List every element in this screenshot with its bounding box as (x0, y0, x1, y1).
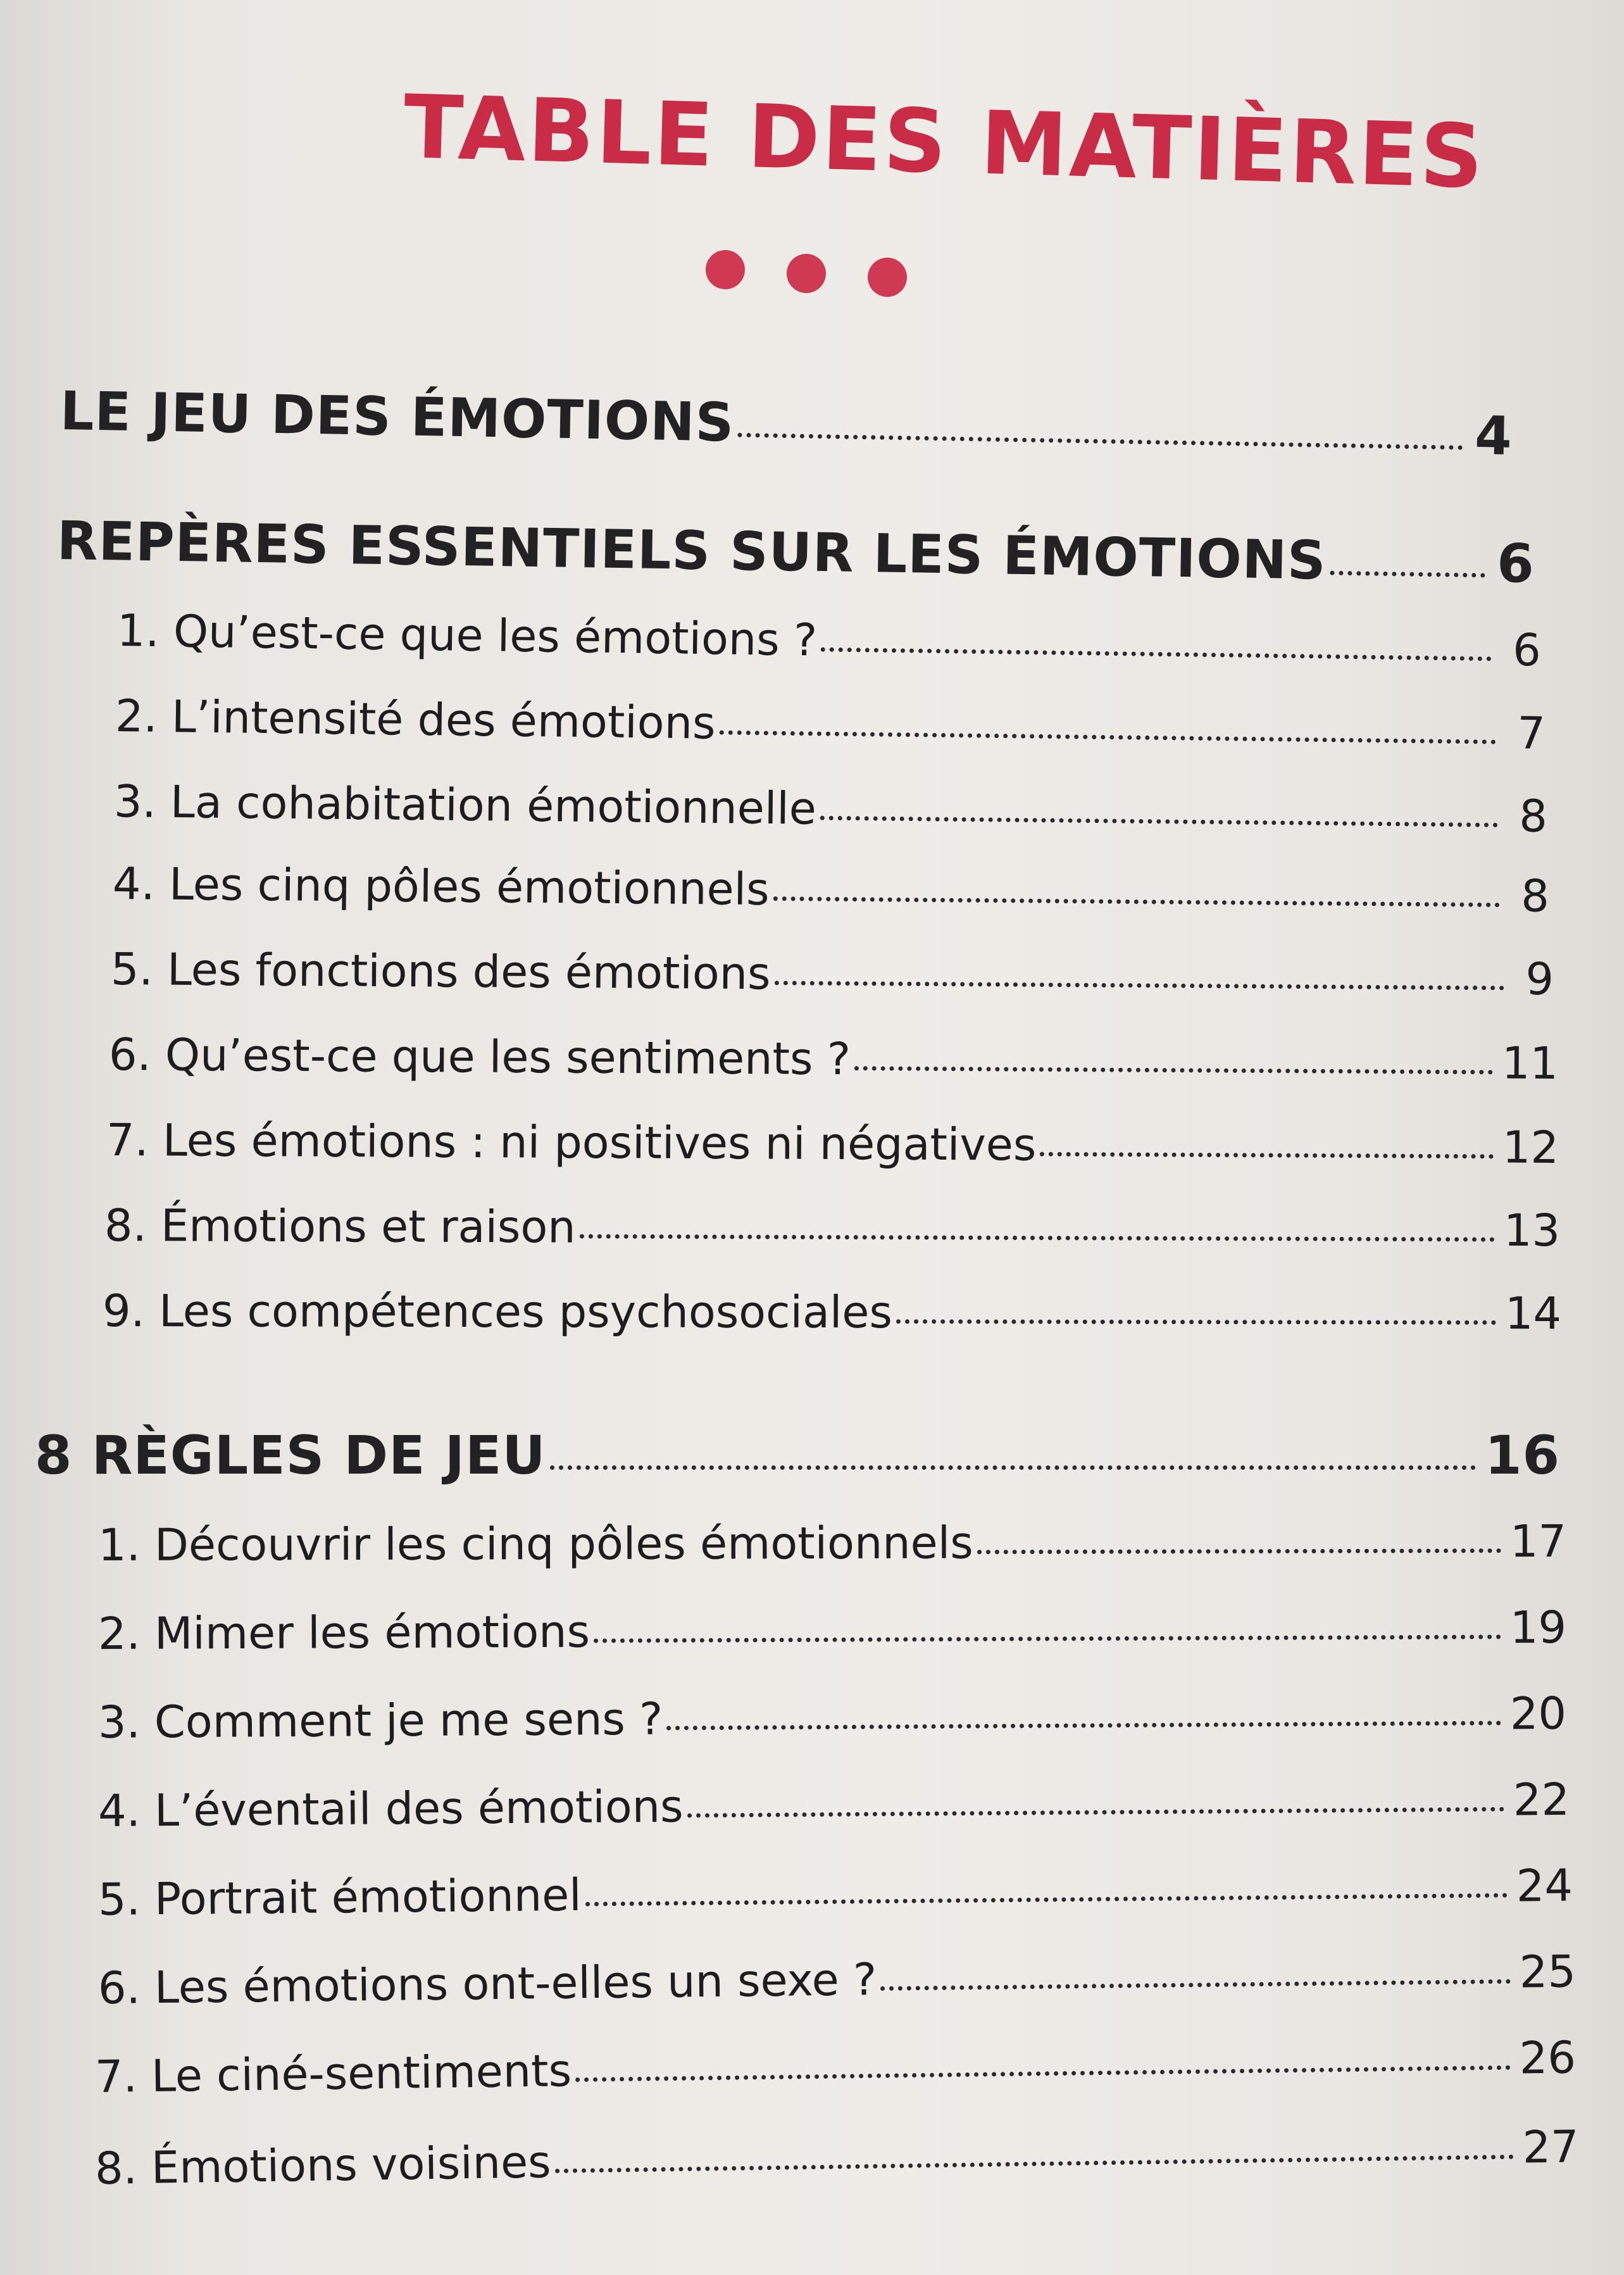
toc-item-label: 7. Le ciné-sentiments (94, 2045, 572, 2103)
toc-page-number: 22 (1513, 1773, 1570, 1826)
toc-item-label: 5. Les fonctions des émotions (110, 943, 771, 1000)
toc-item-entry[interactable] (104, 1200, 1560, 1257)
page-title: TABLE DES MATIÈRES (402, 76, 1487, 208)
toc-item-label: 6. Qu’est-ce que les sentiments ? (108, 1029, 851, 1086)
toc-page-number: 14 (1504, 1287, 1562, 1340)
toc-page-number: 20 (1509, 1687, 1567, 1740)
toc-item-label: 8. Émotions et raison (104, 1200, 576, 1253)
dot-leader (977, 1548, 1501, 1554)
dot-leader (738, 433, 1463, 450)
dot-leader (821, 648, 1492, 661)
dot-leader (555, 2155, 1514, 2173)
toc-page-number: 26 (1519, 2031, 1577, 2084)
toc-item-entry[interactable] (98, 1688, 1566, 1748)
dot-leader (1040, 1152, 1494, 1159)
toc-page-number: 8 (1521, 870, 1550, 922)
toc-page-number: 12 (1502, 1121, 1559, 1174)
toc-page-number: 16 (1485, 1424, 1560, 1486)
dot-leader (773, 896, 1499, 907)
toc-section-entry[interactable] (59, 380, 1513, 467)
toc-item-label: 6. Les émotions ont-elles un sexe ? (97, 1953, 877, 2014)
toc-item-entry[interactable] (115, 690, 1546, 760)
toc-section-label: REPÈRES ESSENTIELS SUR LES ÉMOTIONS (56, 510, 1327, 592)
dot-leader (575, 2065, 1511, 2082)
toc-item-label: 3. Comment je me sens ? (97, 1693, 663, 1748)
dot-leader (896, 1319, 1496, 1325)
toc-page-number: 6 (1512, 624, 1542, 677)
toc-page-number: 25 (1519, 1945, 1577, 1998)
dot-leader (880, 1979, 1511, 1991)
dot-leader (580, 1234, 1495, 1242)
toc-item-label: 1. Qu’est-ce que les émotions ? (116, 605, 818, 667)
toc-page-number: 17 (1509, 1515, 1567, 1568)
dot-leader (820, 816, 1498, 827)
toc-item-entry[interactable] (113, 858, 1550, 922)
toc-section-entry[interactable] (56, 510, 1535, 595)
toc-item-label: 7. Les émotions : ni positives ni négatives (106, 1114, 1037, 1171)
toc-page-number: 27 (1522, 2121, 1580, 2174)
toc-page-number: 6 (1496, 532, 1535, 595)
toc-item-entry[interactable] (109, 1029, 1558, 1089)
dot-leader (550, 1465, 1477, 1470)
toc-section-label: 8 RÈGLES DE JEU (35, 1424, 546, 1486)
dot-leader (774, 981, 1504, 990)
toc-section-entry[interactable] (35, 1424, 1560, 1486)
dot-leader (594, 1634, 1501, 1643)
toc-page-number: 13 (1503, 1204, 1561, 1257)
toc-page-number: 4 (1474, 404, 1513, 468)
toc-item-label: 3. La cohabitation émotionnelle (113, 775, 817, 835)
toc-item-entry[interactable] (94, 2031, 1576, 2103)
dot-leader (854, 1066, 1493, 1074)
toc-item-label: 4. Les cinq pôles émotionnels (112, 858, 770, 916)
dot-leader (687, 1807, 1504, 1818)
toc-page-number: 11 (1501, 1037, 1559, 1089)
dot-leader (666, 1720, 1501, 1730)
toc-item-entry[interactable] (111, 943, 1554, 1005)
toc-page-number: 24 (1516, 1859, 1573, 1912)
toc-item-label: 5. Portrait émotionnel (97, 1869, 582, 1926)
toc-item-entry[interactable] (98, 1774, 1570, 1837)
toc-item-label: 1. Découvrir les cinq pôles émotionnels (97, 1517, 973, 1571)
dot-leader (719, 730, 1496, 744)
toc-item-entry[interactable] (98, 1601, 1566, 1660)
toc-item-label: 9. Les compétences psychosociales (102, 1285, 892, 1339)
toc-item-label: 2. Mimer les émotions (97, 1605, 590, 1660)
toc-item-entry[interactable] (114, 775, 1548, 843)
toc-page-number: 7 (1516, 707, 1546, 760)
toc-item-label: 8. Émotions voisines (94, 2136, 552, 2195)
dot-leader (1330, 571, 1485, 578)
toc-page-number: 8 (1518, 790, 1548, 843)
dot-leader (585, 1893, 1508, 1907)
toc-item-entry[interactable] (116, 605, 1541, 676)
toc-item-label: 2. L’intensité des émotions (115, 690, 716, 749)
toc-item-entry[interactable] (98, 1515, 1566, 1571)
toc-section-label: LE JEU DES ÉMOTIONS (59, 380, 735, 454)
toc-item-entry[interactable] (106, 1114, 1559, 1174)
toc-item-entry[interactable] (103, 1285, 1561, 1339)
toc-item-label: 4. L’éventail des émotions (97, 1780, 684, 1837)
toc-page-number: 9 (1525, 953, 1554, 1005)
toc-item-entry[interactable] (98, 1946, 1577, 2014)
toc-item-entry[interactable] (98, 1860, 1573, 1926)
toc-item-entry[interactable] (94, 2121, 1579, 2195)
toc-page-number: 19 (1509, 1601, 1567, 1654)
